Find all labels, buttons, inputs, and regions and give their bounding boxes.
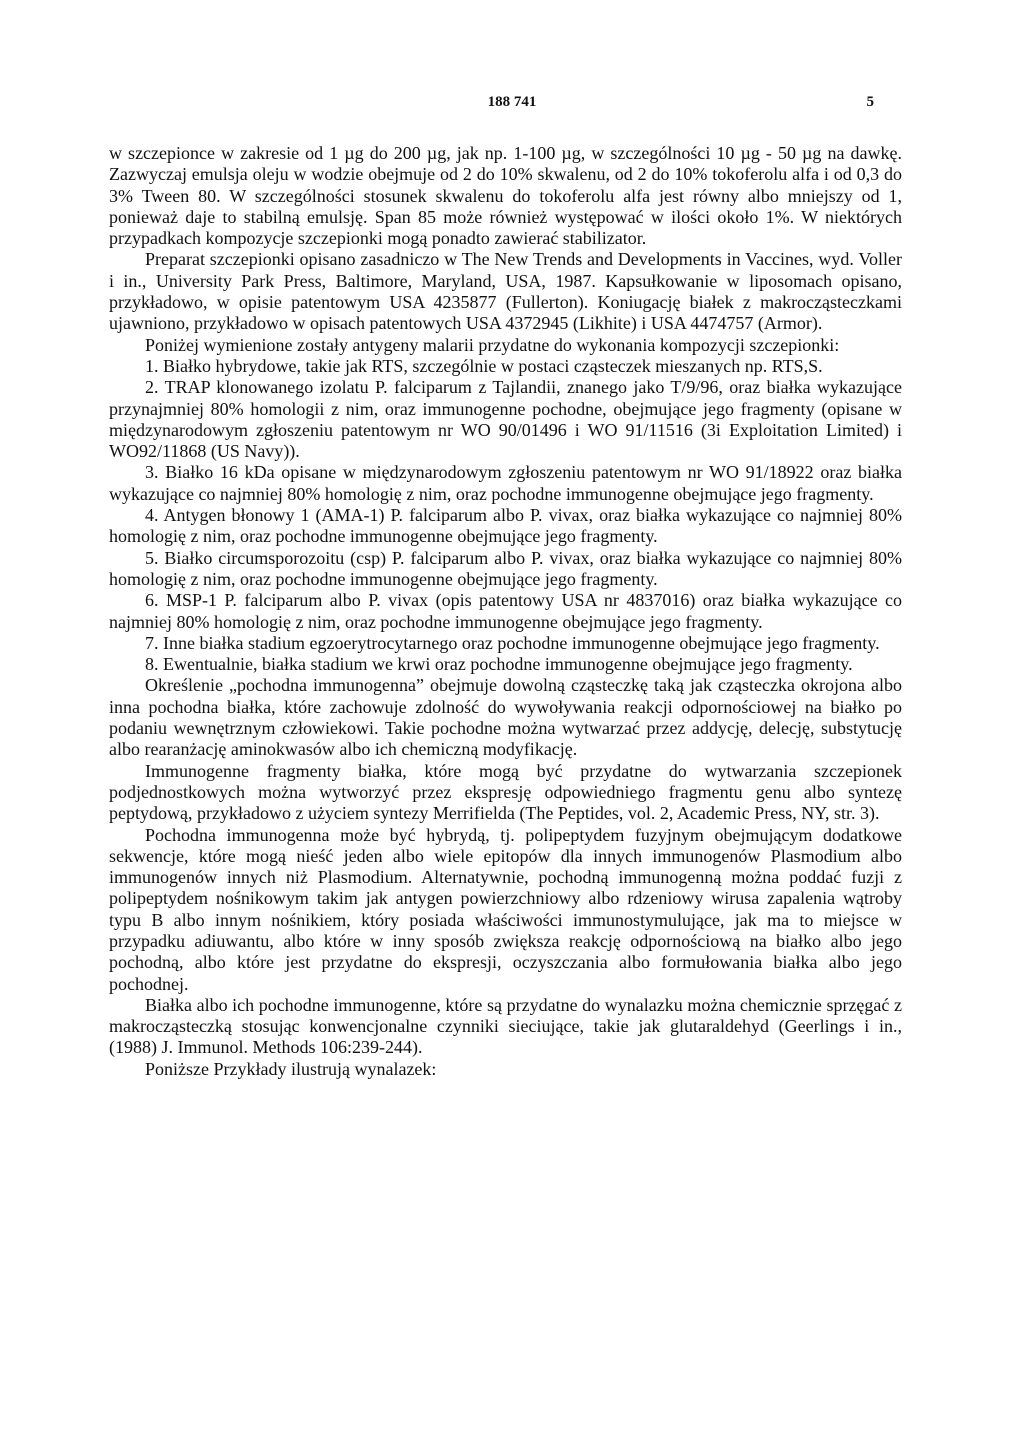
paragraph-conjugation: Białka albo ich pochodne immunogenne, które są przydatne do wynalazku można chemicznie sprzęgać z makrocząsteczką stosując konwencjonalne czynniki sieciujące, takie jak glutaraldehyd (Geerlings i in., (1988) J. Immunol. Methods 106:239-244).	[109, 994, 902, 1058]
page-header	[0, 94, 1024, 118]
paragraph-hybrid: Pochodna immunogenna może być hybrydą, tj. polipeptydem fuzyjnym obejmującym dodatkowe sekwencje, które mogą nieść jeden albo wiele epitopów dla innych immunogenów Plasmodium albo immunogenów innych niż Plasmodium. Alternatywnie, pochodną immunogenną można poddać fuzji z polipeptydem nośnikowym takim jak antygen powierzchniowy albo rdzeniowy wirusa zapalenia wątroby typu B albo innym nośnikiem, który posiada właściwości immunostymulujące, jak ma to miejsce w przypadku adiuwantu, albo które w inny sposób zwiększa reakcję odpornościową na białko albo jego pochodną, albo które jest przydatne do ekspresji, oczyszczania albo formułowania białka albo jego pochodnej.	[109, 824, 902, 994]
list-item-8: 8. Ewentualnie, białka stadium we krwi oraz pochodne immunogenne obejmujące jego fragmenty.	[145, 654, 853, 675]
patent-number: 188 741	[487, 94, 537, 110]
paragraph-vaccine-preparation: Preparat szczepionki opisano zasadniczo w The New Trends and Developments in Vaccines, wyd. Voller i in., University Park Press, Baltimore, Maryland, USA, 1987. Kapsułkowanie w liposomach opisano, przykładowo, w opisie patentowym USA 4235877 (Fullerton). Koniugację białek z makrocząsteczkami ujawniono, przykładowo w opisach patentowych USA 4372945 (Likhite) i USA 4474757 (Armor).	[109, 249, 902, 334]
paragraph-examples-intro: Poniższe Przykłady ilustrują wynalazek:	[145, 1058, 437, 1079]
list-item-2: 2. TRAP klonowanego izolatu P. falciparum z Tajlandii, znanego jako T/9/96, oraz białka wykazujące przynajmniej 80% homologii z nim, oraz immunogenne pochodne, obejmujące jego fragmenty (opisane w międzynarodowym zgłoszeniu patentowym nr WO 90/01496 i WO 91/11516 (3i Exploitation Limited) i WO92/11868 (US Navy)).	[109, 377, 902, 462]
list-item-4: 4. Antygen błonowy 1 (AMA-1) P. falciparum albo P. vivax, oraz białka wykazujące co najmniej 80% homologię z nim, oraz pochodne immunogenne obejmujące jego fragmenty.	[109, 505, 902, 547]
paragraph-definition: Określenie „pochodna immunogenna” obejmuje dowolną cząsteczkę taką jak cząsteczka okrojona albo inna pochodna białka, które zachowuje zdolność do wywoływania reakcji odpornościowej na białko po podaniu wewnętrznym człowiekowi. Takie pochodne można wytwarzać przez addycję, delecję, substytucję albo rearanżację aminokwasów albo ich chemiczną modyfikację.	[109, 675, 902, 760]
list-item-7: 7. Inne białka stadium egzoerytrocytarnego oraz pochodne immunogenne obejmujące jego fragmenty.	[145, 632, 880, 653]
list-item-5: 5. Białko circumsporozoitu (csp) P. falciparum albo P. vivax, oraz białka wykazujące co najmniej 80% homologię z nim, oraz pochodne immunogenne obejmujące jego fragmenty.	[109, 547, 902, 589]
paragraph-continuation: w szczepionce w zakresie od 1 µg do 200 µg, jak np. 1-100 µg, w szczególności 10 µg - 50 µg na dawkę. Zazwyczaj emulsja oleju w wodzie obejmuje od 2 do 10% skwalenu, od 2 do 10% tokoferolu alfa i od 0,3 do 3% Tween 80. W szczególności stosunek skwalenu do tokoferolu alfa jest równy albo mniejszy od 1, ponieważ daje to stabilną emulsję. Span 85 może również występować w ilości około 1%. W niektórych przypadkach kompozycje szczepionki mogą ponadto zawierać stabilizator.	[109, 143, 902, 249]
list-item-6: 6. MSP-1 P. falciparum albo P. vivax (opis patentowy USA nr 4837016) oraz białka wykazujące co najmniej 80% homologię z nim, oraz pochodne immunogenne obejmujące jego fragmenty.	[109, 590, 902, 632]
paragraph-fragments: Immunogenne fragmenty białka, które mogą być przydatne do wytwarzania szczepionek podjednostkowych można wytworzyć przez ekspresję odpowiedniego fragmentu genu albo syntezę peptydową, przykładowo z użyciem syntezy Merrifielda (The Peptides, vol. 2, Academic Press, NY, str. 3).	[109, 760, 902, 824]
page-number: 5	[866, 94, 874, 110]
paragraph-antigen-intro: Poniżej wymienione zostały antygeny malarii przydatne do wykonania kompozycji szczepionki:	[145, 334, 840, 355]
body-text	[109, 143, 902, 1080]
list-item-1: 1. Białko hybrydowe, takie jak RTS, szczególnie w postaci cząsteczek mieszanych np. RTS,S.	[145, 355, 823, 376]
list-item-3: 3. Białko 16 kDa opisane w międzynarodowym zgłoszeniu patentowym nr WO 91/18922 oraz białka wykazujące co najmniej 80% homologię z nim, oraz pochodne immunogenne obejmujące jego fragmenty.	[109, 462, 902, 504]
